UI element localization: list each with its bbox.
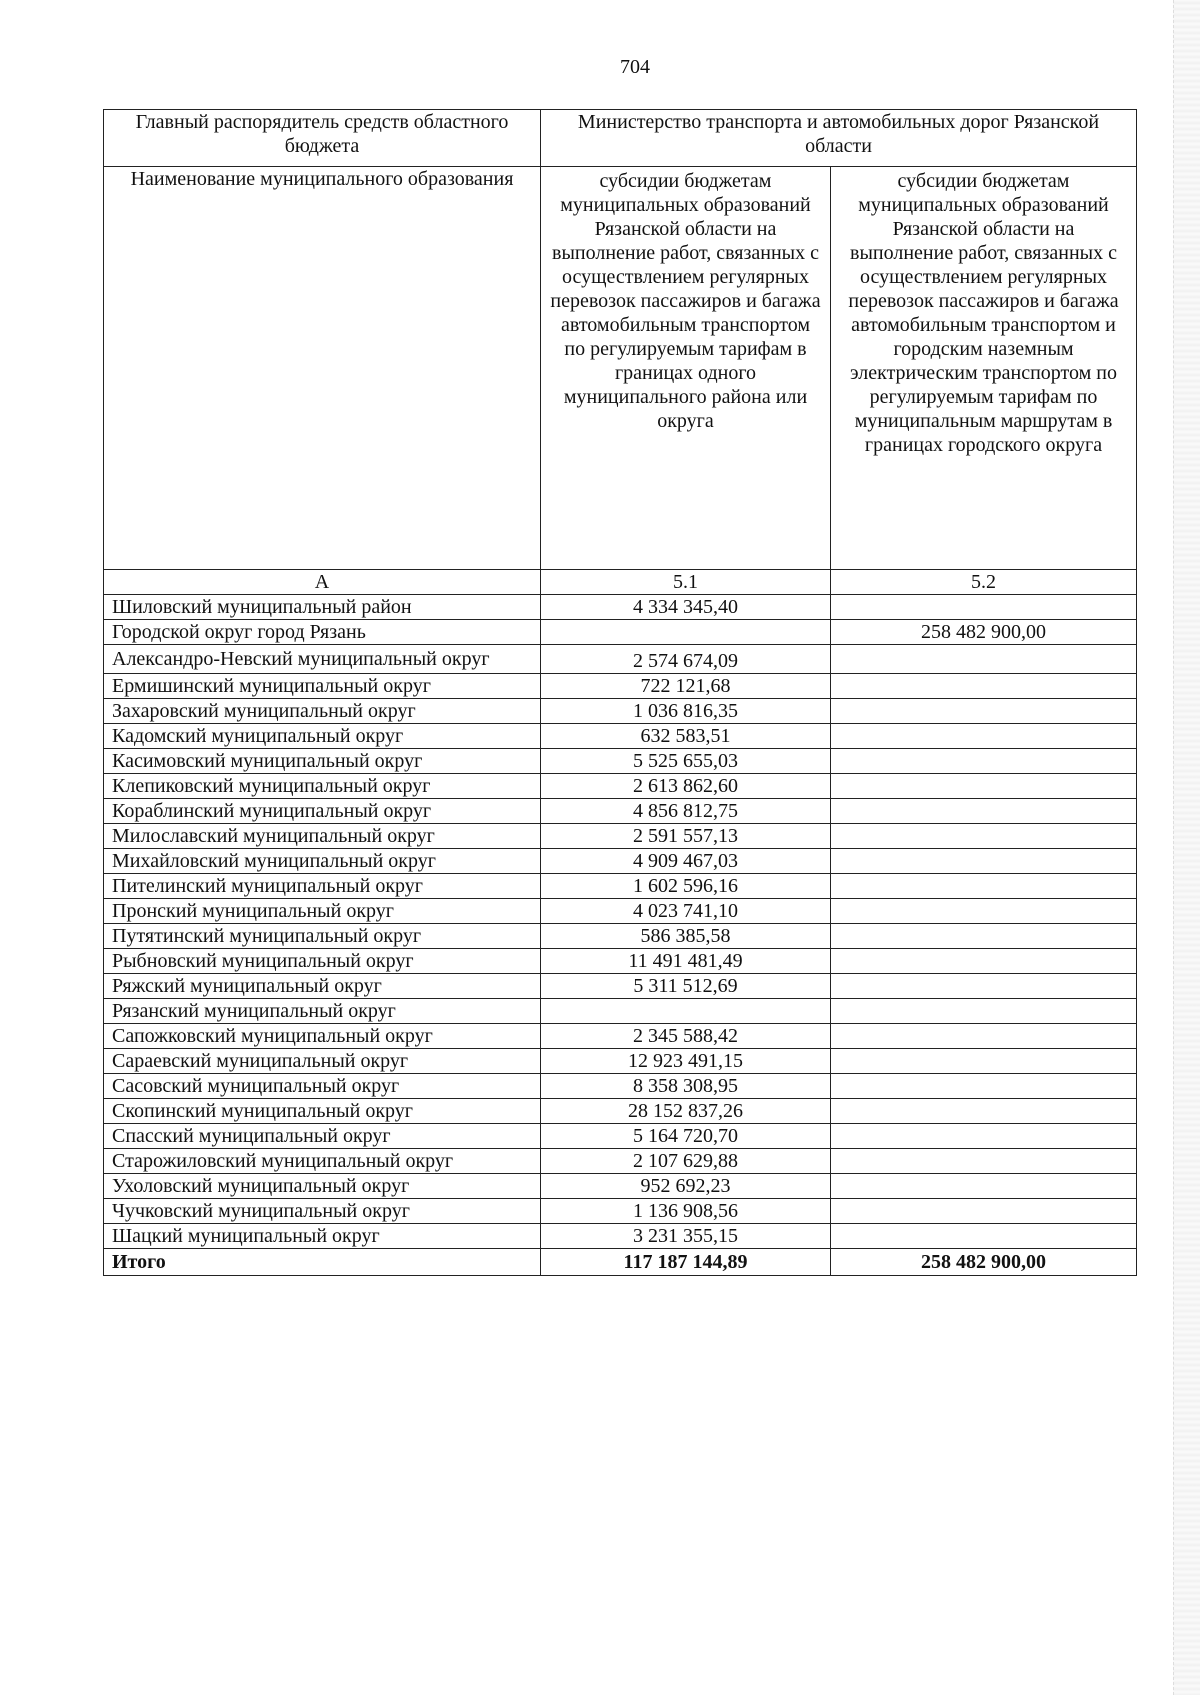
total-label: Итого bbox=[104, 1249, 541, 1276]
subsidy-5-2-value bbox=[831, 674, 1137, 699]
subsidy-5-2-value bbox=[831, 949, 1137, 974]
table-row bbox=[104, 874, 1137, 899]
distributor-value: Министерство транспорта и автомобильных дорог Рязанской области bbox=[541, 110, 1137, 167]
description-row bbox=[104, 167, 1137, 570]
municipality-name: Захаровский муниципальный округ bbox=[104, 699, 541, 724]
table-row bbox=[104, 899, 1137, 924]
subsidy-5-2-value bbox=[831, 749, 1137, 774]
subsidy-5-2-value bbox=[831, 899, 1137, 924]
subsidy-5-1-value: 2 591 557,13 bbox=[541, 824, 831, 849]
subsidy-5-2-value bbox=[831, 799, 1137, 824]
table-row bbox=[104, 724, 1137, 749]
total-5-2-value: 258 482 900,00 bbox=[831, 1249, 1137, 1276]
table-row bbox=[104, 1174, 1137, 1199]
table-row bbox=[104, 1124, 1137, 1149]
subsidy-5-2-value bbox=[831, 699, 1137, 724]
municipality-name: Михайловский муниципальный округ bbox=[104, 849, 541, 874]
distributor-row bbox=[104, 110, 1137, 167]
subsidy-5-1-value: 952 692,23 bbox=[541, 1174, 831, 1199]
column-codes-row bbox=[104, 570, 1137, 595]
municipality-name: Милославский муниципальный округ bbox=[104, 824, 541, 849]
municipality-name: Пителинский муниципальный округ bbox=[104, 874, 541, 899]
subsidy-5-1-value bbox=[541, 620, 831, 645]
column-5-1-description: субсидии бюджетам муниципальных образований Рязанской области на выполнение работ, связанных с осуществлением регулярных перевозок пассажиров и багажа автомобильным транспортом по регулируемым тарифам в границах одного муниципального района или округа bbox=[541, 167, 831, 570]
subsidy-5-2-value bbox=[831, 974, 1137, 999]
table-row bbox=[104, 674, 1137, 699]
subsidy-5-1-value: 11 491 481,49 bbox=[541, 949, 831, 974]
subsidy-5-1-value: 632 583,51 bbox=[541, 724, 831, 749]
municipality-name: Спасский муниципальный округ bbox=[104, 1124, 541, 1149]
page-number: 704 bbox=[620, 56, 650, 78]
municipality-name: Рыбновский муниципальный округ bbox=[104, 949, 541, 974]
subsidy-5-2-value bbox=[831, 645, 1137, 674]
municipality-name: Ухоловский муниципальный округ bbox=[104, 1174, 541, 1199]
subsidy-5-2-value bbox=[831, 1099, 1137, 1124]
subsidy-5-2-value bbox=[831, 1124, 1137, 1149]
subsidy-5-2-value bbox=[831, 724, 1137, 749]
municipality-name: Городской округ город Рязань bbox=[104, 620, 541, 645]
subsidy-5-2-value bbox=[831, 874, 1137, 899]
table-row bbox=[104, 1099, 1137, 1124]
municipality-name: Сасовский муниципальный округ bbox=[104, 1074, 541, 1099]
subsidy-5-1-value: 2 107 629,88 bbox=[541, 1149, 831, 1174]
municipality-name: Кораблинский муниципальный округ bbox=[104, 799, 541, 824]
table-row bbox=[104, 645, 1137, 674]
subsidy-5-2-value bbox=[831, 824, 1137, 849]
table-row bbox=[104, 974, 1137, 999]
column-code-5-1: 5.1 bbox=[541, 570, 831, 595]
municipality-name: Ермишинский муниципальный округ bbox=[104, 674, 541, 699]
table-row bbox=[104, 949, 1137, 974]
column-code-5-2: 5.2 bbox=[831, 570, 1137, 595]
table-row bbox=[104, 1049, 1137, 1074]
municipality-name: Чучковский муниципальный округ bbox=[104, 1199, 541, 1224]
subsidy-5-2-value bbox=[831, 1049, 1137, 1074]
municipality-name: Рязанский муниципальный округ bbox=[104, 999, 541, 1024]
subsidy-5-1-value: 12 923 491,15 bbox=[541, 1049, 831, 1074]
municipality-name: Пронский муниципальный округ bbox=[104, 899, 541, 924]
table-row bbox=[104, 924, 1137, 949]
subsidy-5-2-value bbox=[831, 1149, 1137, 1174]
table-row bbox=[104, 1149, 1137, 1174]
subsidy-5-1-value: 28 152 837,26 bbox=[541, 1099, 831, 1124]
table-row bbox=[104, 999, 1137, 1024]
table-row bbox=[104, 1199, 1137, 1224]
municipality-name: Сапожковский муниципальный округ bbox=[104, 1024, 541, 1049]
municipality-name: Клепиковский муниципальный округ bbox=[104, 774, 541, 799]
table-row bbox=[104, 749, 1137, 774]
column-code-a: А bbox=[104, 570, 541, 595]
subsidy-5-2-value bbox=[831, 1224, 1137, 1249]
municipality-name: Александро-Невский муниципальный округ bbox=[104, 645, 541, 674]
subsidy-5-2-value bbox=[831, 774, 1137, 799]
subsidy-5-1-value: 2 345 588,42 bbox=[541, 1024, 831, 1049]
municipality-name: Кадомский муниципальный округ bbox=[104, 724, 541, 749]
table-row bbox=[104, 799, 1137, 824]
subsidy-5-1-value: 8 358 308,95 bbox=[541, 1074, 831, 1099]
subsidy-5-2-value bbox=[831, 999, 1137, 1024]
subsidy-5-1-value: 2 574 674,09 bbox=[541, 645, 831, 674]
subsidy-5-2-value bbox=[831, 595, 1137, 620]
column-5-2-description: субсидии бюджетам муниципальных образований Рязанской области на выполнение работ, связанных с осуществлением регулярных перевозок пассажиров и багажа автомобильным транспортом и городским наземным электрическим транспортом по регулируемым тарифам по муниципальным маршрутам в границах городского округа bbox=[831, 167, 1137, 570]
table-row bbox=[104, 595, 1137, 620]
municipality-label: Наименование муниципального образования bbox=[104, 167, 541, 570]
subsidy-5-1-value: 5 525 655,03 bbox=[541, 749, 831, 774]
subsidy-5-1-value: 4 909 467,03 bbox=[541, 849, 831, 874]
subsidy-5-1-value: 1 602 596,16 bbox=[541, 874, 831, 899]
subsidy-5-1-value: 5 164 720,70 bbox=[541, 1124, 831, 1149]
municipality-name: Сараевский муниципальный округ bbox=[104, 1049, 541, 1074]
subsidy-5-1-value: 5 311 512,69 bbox=[541, 974, 831, 999]
table-row bbox=[104, 824, 1137, 849]
subsidy-5-1-value: 1 136 908,56 bbox=[541, 1199, 831, 1224]
subsidy-5-2-value bbox=[831, 1174, 1137, 1199]
subsidy-5-1-value bbox=[541, 999, 831, 1024]
subsidy-table bbox=[103, 109, 1137, 1276]
subsidy-5-1-value: 4 023 741,10 bbox=[541, 899, 831, 924]
subsidy-5-2-value bbox=[831, 1024, 1137, 1049]
subsidy-5-2-value bbox=[831, 849, 1137, 874]
subsidy-5-1-value: 722 121,68 bbox=[541, 674, 831, 699]
subsidy-5-1-value: 4 856 812,75 bbox=[541, 799, 831, 824]
table-row bbox=[104, 849, 1137, 874]
subsidy-5-2-value: 258 482 900,00 bbox=[831, 620, 1137, 645]
municipality-name: Шиловский муниципальный район bbox=[104, 595, 541, 620]
municipality-name: Путятинский муниципальный округ bbox=[104, 924, 541, 949]
scan-edge bbox=[1173, 0, 1200, 1695]
subsidy-5-1-value: 1 036 816,35 bbox=[541, 699, 831, 724]
subsidy-5-1-value: 3 231 355,15 bbox=[541, 1224, 831, 1249]
total-5-1-value: 117 187 144,89 bbox=[541, 1249, 831, 1276]
table-row bbox=[104, 620, 1137, 645]
subsidy-5-2-value bbox=[831, 924, 1137, 949]
municipality-name: Старожиловский муниципальный округ bbox=[104, 1149, 541, 1174]
subsidy-5-1-value: 2 613 862,60 bbox=[541, 774, 831, 799]
subsidy-5-1-value: 4 334 345,40 bbox=[541, 595, 831, 620]
municipality-name: Касимовский муниципальный округ bbox=[104, 749, 541, 774]
table-row bbox=[104, 774, 1137, 799]
table-row bbox=[104, 1074, 1137, 1099]
table-row bbox=[104, 1224, 1137, 1249]
subsidy-5-2-value bbox=[831, 1199, 1137, 1224]
distributor-label: Главный распорядитель средств областного бюджета bbox=[104, 110, 541, 167]
municipality-name: Скопинский муниципальный округ bbox=[104, 1099, 541, 1124]
table-row bbox=[104, 699, 1137, 724]
municipality-name: Ряжский муниципальный округ bbox=[104, 974, 541, 999]
table-row bbox=[104, 1024, 1137, 1049]
total-row bbox=[104, 1249, 1137, 1276]
municipality-name: Шацкий муниципальный округ bbox=[104, 1224, 541, 1249]
subsidy-5-2-value bbox=[831, 1074, 1137, 1099]
subsidy-5-1-value: 586 385,58 bbox=[541, 924, 831, 949]
